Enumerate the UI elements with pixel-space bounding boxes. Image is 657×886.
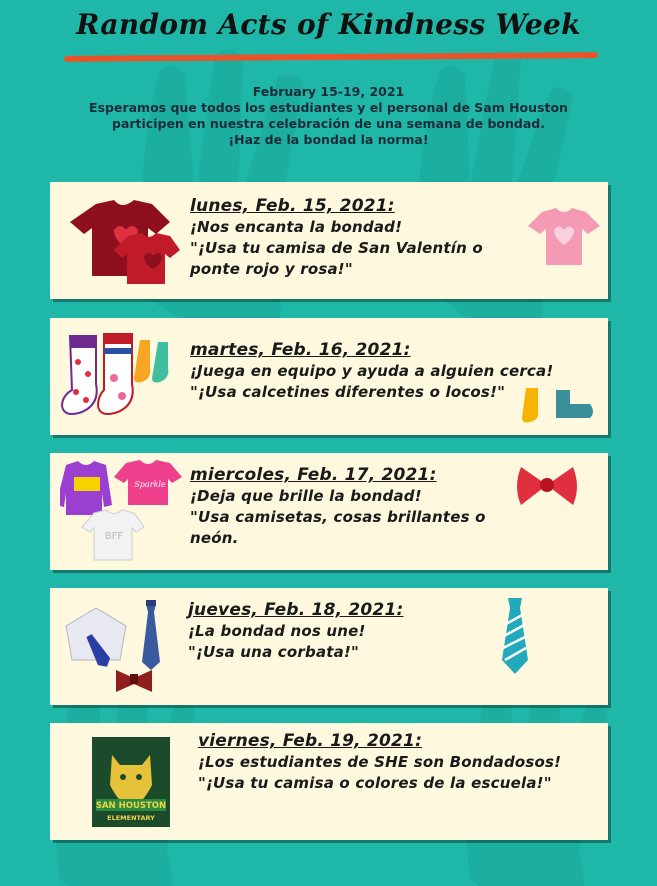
intro-block — [70, 84, 587, 148]
day-instruction: "¡Usa tu camisa o colores de la escuela!" — [198, 774, 552, 792]
motto: ¡Haz de la bondad la norma! — [228, 132, 429, 147]
day-slogan: ¡Nos encanta la bondad! — [190, 218, 403, 236]
day-text-monday — [190, 196, 530, 280]
red-shirts-icon — [66, 196, 181, 286]
event-dates: February 15-19, 2021 — [252, 84, 405, 99]
pink-heart-shirt-icon — [526, 206, 602, 270]
day-heading: lunes, Feb. 15, 2021: — [190, 196, 395, 216]
day-heading: miercoles, Feb. 17, 2021: — [190, 465, 437, 485]
day-slogan: ¡Juega en equipo y ayuda a alguien cerca! — [190, 362, 554, 380]
sparkle-shirt-label: Sparkle — [134, 480, 166, 489]
logo-name: SAN HOUSTON — [95, 801, 167, 811]
day-instruction: "¡Usa calcetines diferentes o locos!" — [190, 383, 506, 401]
mismatched-socks-icon — [520, 384, 596, 426]
day-heading: martes, Feb. 16, 2021: — [190, 340, 411, 360]
day-text-thursday — [188, 600, 488, 663]
socks-icon — [60, 330, 180, 420]
day-instruction: "¡Usa una corbata!" — [188, 643, 360, 661]
school-logo-icon — [92, 737, 170, 827]
day-card-monday — [50, 182, 608, 299]
red-bow-icon — [516, 463, 578, 511]
day-card-tuesday — [50, 318, 608, 435]
day-card-friday — [50, 723, 608, 840]
day-card-wednesday — [50, 453, 608, 570]
day-slogan: ¡Deja que brille la bondad! — [190, 487, 422, 505]
bright-shirts-icon — [60, 459, 188, 565]
day-slogan: ¡La bondad nos une! — [188, 622, 366, 640]
day-card-thursday — [50, 588, 608, 705]
bff-shirt-label: BFF — [104, 531, 124, 542]
striped-tie-icon — [500, 598, 530, 676]
logo-subtitle: ELEMENTARY — [107, 814, 155, 822]
intro-text: Esperamos que todos los estudiantes y el personal de Sam Houston participen en nuestra celebración de una semana de bondad. — [89, 100, 568, 131]
day-instruction: "¡Usa tu camisa de San Valentín o ponte rojo y rosa!" — [190, 239, 483, 278]
day-slogan: ¡Los estudiantes de SHE son Bondadosos! — [198, 753, 562, 771]
day-text-wednesday — [190, 465, 520, 549]
shirt-tie-bowtie-icon — [62, 596, 182, 696]
day-heading: viernes, Feb. 19, 2021: — [198, 731, 423, 751]
day-heading: jueves, Feb. 18, 2021: — [188, 600, 404, 620]
page-title: Random Acts of Kindness Week — [76, 8, 581, 41]
day-instruction: "Usa camisetas, cosas brillantes o neón. — [190, 508, 486, 547]
day-text-friday — [198, 731, 598, 794]
